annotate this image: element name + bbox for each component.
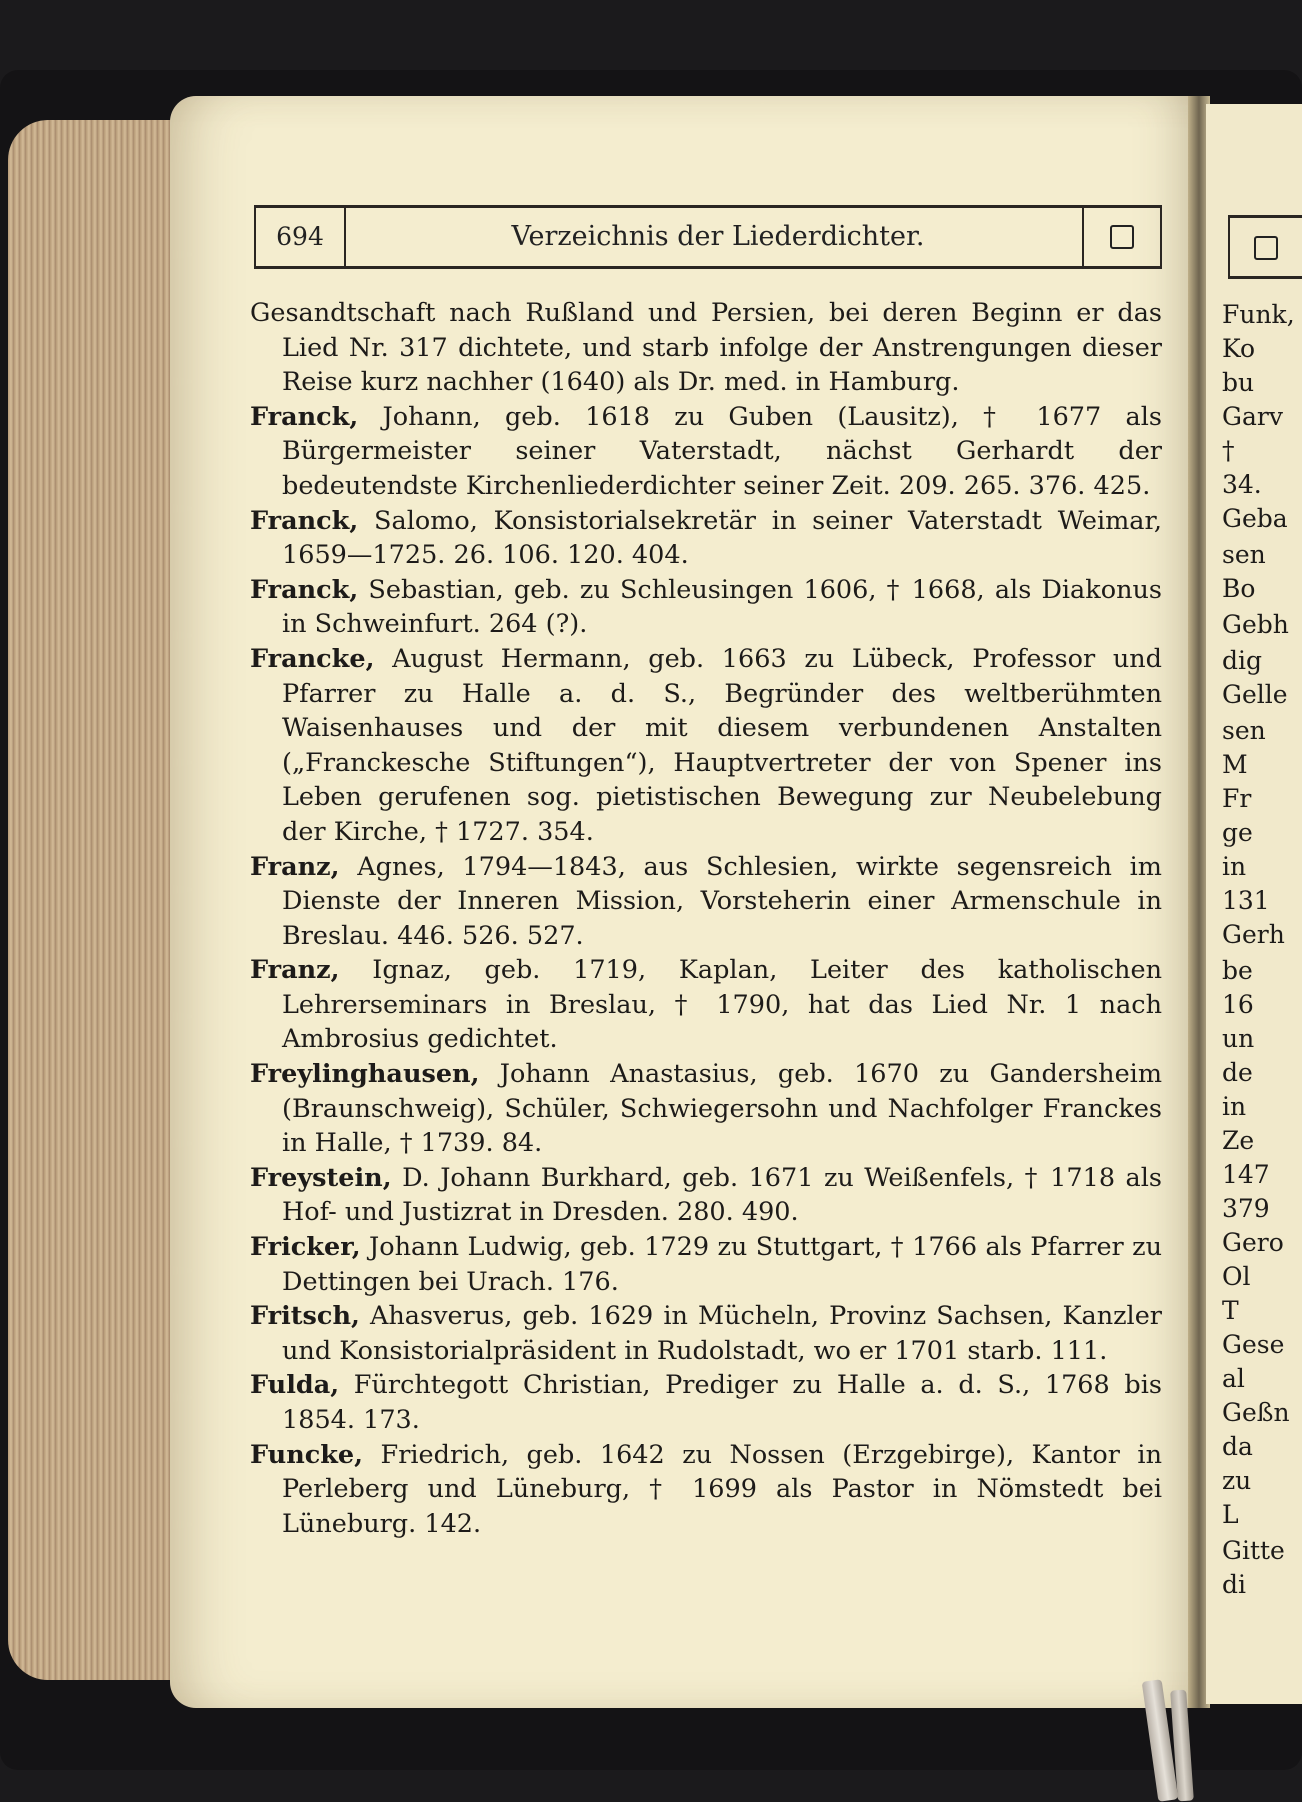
right-page-fragment: † <box>1222 436 1235 465</box>
right-page-fragment: 16 <box>1222 990 1254 1019</box>
entry-name: Fritsch, <box>250 1301 360 1332</box>
right-page-fragment: un <box>1222 1024 1255 1053</box>
right-page-fragment: Gebh <box>1222 610 1289 639</box>
running-head: Verzeichnis der Liederdichter. <box>511 221 925 252</box>
right-page-fragment: Geßn <box>1222 1398 1290 1427</box>
entry-funcke <box>250 1438 1162 1542</box>
right-page-fragment: al <box>1222 1364 1245 1393</box>
right-page-header <box>1228 215 1302 279</box>
right-page-fragment: 147 <box>1222 1160 1270 1189</box>
entry-name: Franck, <box>250 505 359 536</box>
right-page-fragment: di <box>1222 1570 1246 1599</box>
right-page-fragment: T <box>1222 1296 1239 1325</box>
right-page-fragment: 34. <box>1222 470 1262 499</box>
entry-fricker <box>250 1230 1162 1299</box>
right-page-fragment: dig <box>1222 646 1263 675</box>
right-page-fragment: L <box>1222 1500 1239 1529</box>
entry-franck-salomo <box>250 504 1162 573</box>
entry-text: Johann Ludwig, geb. 1729 zu Stuttgart, † 1766 als Pfarrer zu Dettingen bei Urach. 176. <box>282 1232 1162 1297</box>
entry-name: Franck, <box>250 401 359 432</box>
right-page-fragment: sen <box>1222 540 1266 569</box>
right-page-fragment: Ol <box>1222 1262 1251 1291</box>
right-page-fragment: Gese <box>1222 1330 1285 1359</box>
entry-name: Freylinghausen, <box>250 1059 480 1090</box>
right-page-fragment: Gelle <box>1222 680 1288 709</box>
right-page-fragment: ge <box>1222 818 1253 847</box>
entry-name: Franck, <box>250 574 359 605</box>
entry-franz-agnes <box>250 850 1162 954</box>
entry-text: Johann, geb. 1618 zu Guben (Lausitz), † 1677 als Bürgermeister seiner Vaterstadt, nächst Gerhardt der bedeutendste Kirchenliederdichter seiner Zeit. 209. 265. 376. 425. <box>282 401 1162 501</box>
entry-text: Sebastian, geb. zu Schleusingen 1606, † 1668, als Diakonus in Schweinfurt. 264 (?). <box>282 574 1162 640</box>
entry-name: Franz, <box>250 955 340 986</box>
right-page-fragment: Gero <box>1222 1228 1284 1257</box>
right-page-fragment: bu <box>1222 368 1255 397</box>
right-page-fragment: Ko <box>1222 334 1256 363</box>
page-number: 694 <box>256 208 346 266</box>
entry-text: Johann Anastasius, geb. 1670 zu Gandersheim (Braunschweig), Schüler, Schwiegersohn und Nachfolger Franckes in Halle, † 1739. 84. <box>282 1059 1162 1159</box>
entry-name: Fricker, <box>250 1232 361 1263</box>
header-box-ornament <box>1082 208 1160 266</box>
entry-text: Ahasverus, geb. 1629 in Mücheln, Provinz Sachsen, Kanzler und Konsistorialpräsident in Rudolstadt, wo er 1701 starb. 111. <box>282 1301 1162 1366</box>
page-header <box>254 205 1162 269</box>
entry-text: Friedrich, geb. 1642 zu Nossen (Erzgebirge), Kantor in Perleberg und Lüneburg, † 1699 als Pastor in Nömstedt bei Lüneburg. 142. <box>282 1439 1162 1539</box>
right-page-fragment: da <box>1222 1432 1253 1461</box>
right-page-fragment: M <box>1222 750 1248 779</box>
right-page-fragment: Bo <box>1222 574 1256 603</box>
entry-fritsch <box>250 1299 1162 1368</box>
entry-text: Fürchtegott Christian, Prediger zu Halle a. d. S., 1768 bis 1854. 173. <box>282 1370 1162 1435</box>
entry-name: Franz, <box>250 851 340 882</box>
entry-name: Fulda, <box>250 1370 340 1401</box>
entry-text: Agnes, 1794—1843, aus Schlesien, wirkte segensreich im Dienste der Inneren Mission, Vorsteherin einer Armenschule in Breslau. 446. 526. 527. <box>282 851 1162 951</box>
entry-freystein <box>250 1161 1162 1230</box>
right-page-fragment: Gitte <box>1222 1536 1285 1565</box>
right-page-fragment: Funk, <box>1222 300 1295 329</box>
right-page-fragment: de <box>1222 1058 1253 1087</box>
entry-text: August Hermann, geb. 1663 zu Lübeck, Professor und Pfarrer zu Halle a. d. S., Begründer des weltberühmten Waisenhauses und der mit diesem verbundenen Anstalten („Franckesche Stiftungen“), Hauptvertreter der von Spener ins Leben gerufenen sog. pietistischen Bewegung zur Neubelebung der Kirche, † 1727. 354. <box>282 643 1162 847</box>
right-page-fragment: in <box>1222 852 1247 881</box>
page-edges <box>8 120 180 1680</box>
entry-text: Ignaz, geb. 1719, Kaplan, Leiter des katholischen Lehrerseminars in Breslau, † 1790, hat das Lied Nr. 1 nach Ambrosius gedichtet. <box>282 955 1162 1055</box>
square-icon <box>1254 236 1278 260</box>
right-page-fragment: 131 <box>1222 886 1270 915</box>
entry-name: Funcke, <box>250 1439 364 1470</box>
entry-franck-johann <box>250 400 1162 504</box>
entry-fulda <box>250 1368 1162 1437</box>
entry-franck-sebastian <box>250 573 1162 642</box>
right-page-fragment: Gerh <box>1222 920 1285 949</box>
entry-list <box>250 296 1162 1541</box>
right-page-fragment: zu <box>1222 1466 1252 1495</box>
entry-continuation <box>250 296 1162 400</box>
right-page-fragment: Ze <box>1222 1126 1255 1155</box>
entry-name: Francke, <box>250 643 375 674</box>
right-page-fragment: sen <box>1222 716 1266 745</box>
right-page-fragment: Fr <box>1222 784 1252 813</box>
entry-francke <box>250 642 1162 850</box>
right-page-fragment: 379 <box>1222 1194 1270 1223</box>
right-page-fragment: in <box>1222 1092 1247 1121</box>
entry-text: Salomo, Konsistorialsekretär in seiner Vaterstadt Weimar, 1659—1725. 26. 106. 120. 404. <box>282 505 1162 571</box>
right-page-fragment: Garv <box>1222 402 1283 431</box>
entry-freylinghausen <box>250 1057 1162 1161</box>
entry-name: Freystein, <box>250 1162 392 1193</box>
entry-text: D. Johann Burkhard, geb. 1671 zu Weißenfels, † 1718 als Hof- und Justizrat in Dresden. 280. 490. <box>282 1162 1162 1228</box>
entry-text: Gesandtschaft nach Rußland und Persien, bei deren Beginn er das Lied Nr. 317 dichtete, und starb infolge der Anstrengungen dieser Reise kurz nachher (1640) als Dr. med. in Hamburg. <box>250 298 1162 398</box>
right-page-fragment: Geba <box>1222 504 1288 533</box>
right-page-fragment: be <box>1222 956 1253 985</box>
square-icon <box>1110 225 1134 249</box>
entry-franz-ignaz <box>250 953 1162 1057</box>
